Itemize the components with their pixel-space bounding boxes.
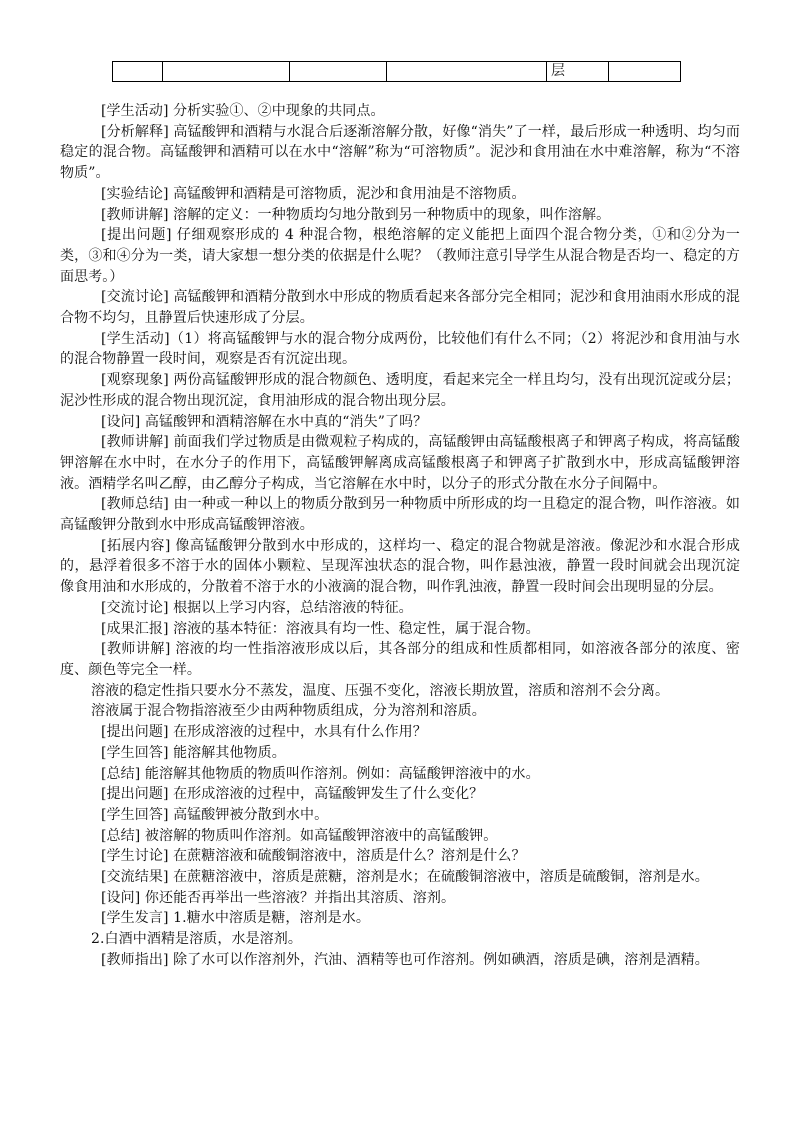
table-cell bbox=[387, 62, 547, 82]
table-cell bbox=[113, 62, 163, 82]
paragraph: [教师讲解] 溶解的定义：一种物质均匀地分散到另一种物质中的现象，叫作溶解。 bbox=[101, 206, 611, 223]
paragraph: [教师讲解] 溶液的均一性指溶液形成以后，其各部分的组成和性质都相同，如溶液各部分的浓度、密度、颜色等完全一样。 bbox=[60, 641, 740, 678]
paragraph: [教师讲解] 前面我们学过物质是由微观粒子构成的，高锰酸钾由高锰酸根离子和钾离子构成，将高锰酸钾溶解在水中时，在水分子的作用下，高锰酸钾解离成高锰酸根离子和钾离子扩散到水中，形成高锰酸钾溶液。酒精学名叫乙醇，由乙醇分子构成，当它溶解在水中时，以分子的形式分散在水分子间隔中。 bbox=[60, 434, 740, 492]
table-cell bbox=[609, 62, 681, 82]
paragraph: [观察现象] 两份高锰酸钾形成的混合物颜色、透明度，看起来完全一样且均匀，没有出现沉淀或分层；泥沙性形成的混合物出现沉淀，食用油形成的混合物出现分层。 bbox=[60, 372, 740, 409]
paragraph: [成果汇报] 溶液的基本特征：溶液具有均一性、稳定性，属于混合物。 bbox=[101, 620, 540, 637]
table-cell bbox=[163, 62, 290, 82]
paragraph: [设问] 你还能否再举出一些溶液？并指出其溶质、溶剂。 bbox=[101, 889, 456, 906]
paragraph: 溶液的稳定性指只要水分不蒸发，温度、压强不变化，溶液长期放置，溶质和溶剂不会分离。 bbox=[91, 682, 670, 699]
paragraph: [交流结果] 在蔗糖溶液中，溶质是蔗糖，溶剂是水；在硫酸铜溶液中，溶质是硫酸铜，溶剂是水。 bbox=[101, 869, 709, 886]
paragraph: [总结] 能溶解其他物质的物质叫作溶剂。例如：高锰酸钾溶液中的水。 bbox=[101, 765, 540, 782]
paragraph: [学生讨论] 在蔗糖溶液和硫酸铜溶液中，溶质是什么？溶剂是什么？ bbox=[101, 848, 526, 865]
paragraph: [拓展内容] 像高锰酸钾分散到水中形成的，这样均一、稳定的混合物就是溶液。像泥沙和水混合形成的，悬浮着很多不溶于水的固体小颗粒、呈现浑浊状态的混合物，叫作悬浊液，静置一段时间就会出现沉淀 像食用油和水形成的，分散着不溶于水的小液滴的混合物，叫作乳浊液，静置一段时间会出现明显的分层。 bbox=[60, 537, 740, 596]
paragraph: [提出问题] 仔细观察形成的 4 种混合物，根绝溶解的定义能把上面四个混合物分类，①和②分为一类，③和④分为一类，请大家想一想分类的依据是什么呢？（教师注意引导学生从混合物是否均一、稳定的方面思考。） bbox=[60, 227, 740, 285]
lesson-body bbox=[60, 101, 740, 971]
table-row bbox=[113, 62, 681, 82]
paragraph: [教师总结] 由一种或一种以上的物质分散到另一种物质中所形成的均一且稳定的混合物，叫作溶液。如高锰酸钾分散到水中形成高锰酸钾溶液。 bbox=[60, 496, 740, 534]
paragraph: [分析解释] 高锰酸钾和酒精与水混合后逐渐溶解分散，好像“消失”了一样，最后形成一种透明、均匀而稳定的混合物。高锰酸钾和酒精可以在水中“溶解”称为“可溶物质”。泥沙和食用油在水中难溶解，称为“不溶物质”。 bbox=[60, 123, 740, 182]
paragraph: [提出问题] 在形成溶液的过程中，高锰酸钾发生了什么变化？ bbox=[101, 786, 484, 803]
table-fragment bbox=[112, 61, 681, 82]
paragraph: [学生活动] 分析实验①、②中现象的共同点。 bbox=[101, 103, 385, 119]
paragraph: [学生活动]（1）将高锰酸钾与水的混合物分成两份，比较他们有什么不同；（2）将泥沙和食用油与水的混合物静置一段时间，观察是否有沉淀出现。 bbox=[60, 330, 740, 368]
table-cell: 层 bbox=[547, 62, 609, 82]
paragraph: [学生发言] 1.糖水中溶质是糖，溶剂是水。 bbox=[101, 910, 370, 927]
paragraph: [设问] 高锰酸钾和酒精溶解在水中真的“消失”了吗？ bbox=[101, 413, 428, 430]
paragraph: [教师指出] 除了水可以作溶剂外，汽油、酒精等也可作溶剂。例如碘酒，溶质是碘，溶剂是酒精。 bbox=[101, 951, 709, 968]
paragraph: [提出问题] 在形成溶液的过程中，水具有什么作用？ bbox=[101, 724, 427, 741]
paragraph: [交流讨论] 根据以上学习内容，总结溶液的特征。 bbox=[101, 599, 413, 616]
paragraph: [学生回答] 高锰酸钾被分散到水中。 bbox=[101, 806, 329, 823]
paragraph: [总结] 被溶解的物质叫作溶剂。如高锰酸钾溶液中的高锰酸钾。 bbox=[101, 827, 498, 844]
paragraph: [交流讨论] 高锰酸钾和酒精分散到水中形成的物质看起来各部分完全相同；泥沙和食用油雨水形成的混合物不均匀，且静置后快速形成了分层。 bbox=[60, 289, 740, 327]
paragraph: [实验结论] 高锰酸钾和酒精是可溶物质，泥沙和食用油是不溶物质。 bbox=[101, 185, 526, 202]
paragraph: [学生回答] 能溶解其他物质。 bbox=[101, 744, 286, 761]
paragraph: 2.白酒中酒精是溶质，水是溶剂。 bbox=[91, 931, 302, 948]
table-cell bbox=[290, 62, 387, 82]
paragraph: 溶液属于混合物指溶液至少由两种物质组成，分为溶剂和溶质。 bbox=[91, 703, 486, 720]
